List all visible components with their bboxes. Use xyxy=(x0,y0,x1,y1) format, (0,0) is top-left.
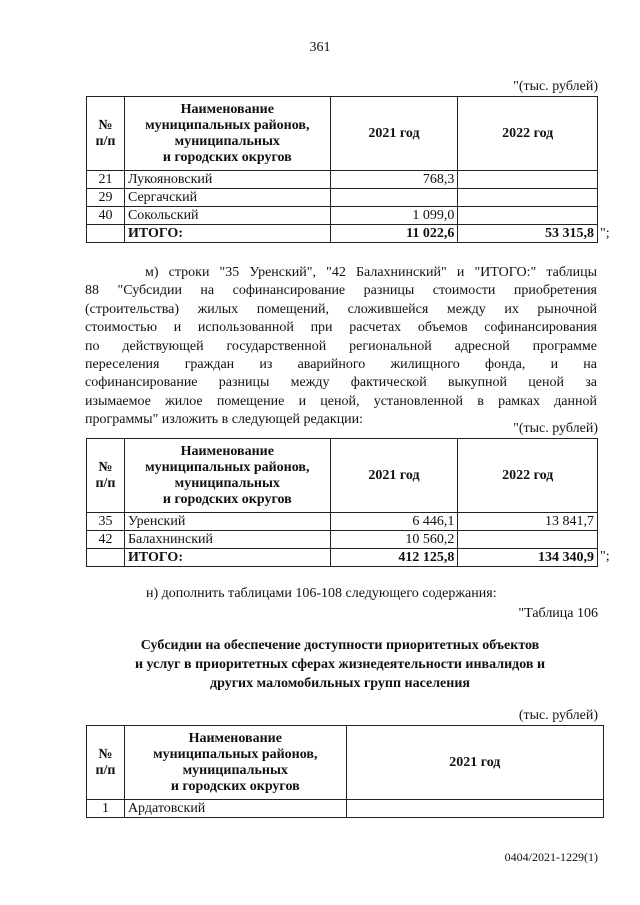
row-2022 xyxy=(458,207,598,225)
row-2021: 6 446,1 xyxy=(330,513,458,531)
table-1-closing-quote: "; xyxy=(600,226,610,241)
col-header-2021: 2021 год xyxy=(330,97,458,171)
row-num: 21 xyxy=(87,171,125,189)
paragraph-n: н) дополнить таблицами 106-108 следующего содержания: xyxy=(146,586,497,601)
col-header-2022: 2022 год xyxy=(458,97,598,171)
row-name: Ардатовский xyxy=(124,800,346,818)
paragraph-line: м) строки "35 Уренский", "42 Балахнинский" и "ИТОГО:" таблицы xyxy=(145,265,597,280)
total-2021: 412 125,8 xyxy=(330,549,458,567)
table-row xyxy=(87,531,598,549)
col-header-name: Наименование муниципальных районов, муниципальных и городских округов xyxy=(124,726,346,800)
page-number: 361 xyxy=(309,40,331,55)
row-name: Сокольский xyxy=(124,207,330,225)
total-num xyxy=(87,549,125,567)
total-2022: 134 340,9 xyxy=(458,549,598,567)
row-2021 xyxy=(330,189,458,207)
row-num: 40 xyxy=(87,207,125,225)
table-3 xyxy=(86,725,604,818)
table-header-row xyxy=(87,726,604,800)
table-header-row xyxy=(87,97,598,171)
col-header-2022: 2022 год xyxy=(458,439,598,513)
footer-code: 0404/2021-1229(1) xyxy=(504,850,598,864)
row-num: 42 xyxy=(87,531,125,549)
total-num xyxy=(87,225,125,243)
paragraph-line: изымаемое жилое помещение и ценой, установленной в рамках данной xyxy=(85,393,597,409)
paragraph-line: стоимостью и использованной при расчетах объемов софинансирования xyxy=(85,320,597,336)
paragraph-line: софинансирование разницы между фактической выкупной ценой за xyxy=(85,375,597,391)
row-2022 xyxy=(458,171,598,189)
row-num: 29 xyxy=(87,189,125,207)
unit-label-3: (тыс. рублей) xyxy=(518,708,598,723)
row-2021: 10 560,2 xyxy=(330,531,458,549)
table-label: "Таблица 106 xyxy=(518,606,598,621)
total-row xyxy=(87,225,598,243)
title-line: Субсидии на обеспечение доступности приоритетных объектов xyxy=(140,638,540,653)
paragraph-m xyxy=(85,264,597,430)
total-label: ИТОГО: xyxy=(124,225,330,243)
row-num: 35 xyxy=(87,513,125,531)
table-header-row xyxy=(87,439,598,513)
paragraph-line: по действующей государственной региональной адресной программе xyxy=(85,338,597,354)
table-row xyxy=(87,800,604,818)
row-name: Уренский xyxy=(124,513,330,531)
row-2022: 13 841,7 xyxy=(458,513,598,531)
row-2021 xyxy=(346,800,603,818)
total-label: ИТОГО: xyxy=(124,549,330,567)
col-header-name: Наименование муниципальных районов, муниципальных и городских округов xyxy=(124,97,330,171)
col-header-2021: 2021 год xyxy=(346,726,603,800)
paragraph-line: 88 "Субсидии на софинансирование разницы стоимости приобретения xyxy=(85,283,597,299)
col-header-num: № п/п xyxy=(87,97,125,171)
row-name: Сергачский xyxy=(124,189,330,207)
table-106-title xyxy=(0,636,640,693)
unit-label-2: "(тыс. рублей) xyxy=(513,421,598,436)
total-2022: 53 315,8 xyxy=(458,225,598,243)
table-1 xyxy=(86,96,598,243)
unit-label-1: "(тыс. рублей) xyxy=(513,79,598,94)
row-2022 xyxy=(458,531,598,549)
row-name: Балахнинский xyxy=(124,531,330,549)
table-2 xyxy=(86,438,598,567)
row-2021: 768,3 xyxy=(330,171,458,189)
total-2021: 11 022,6 xyxy=(330,225,458,243)
col-header-2021: 2021 год xyxy=(330,439,458,513)
col-header-num: № п/п xyxy=(87,439,125,513)
row-2021: 1 099,0 xyxy=(330,207,458,225)
paragraph-line: программы" изложить в следующей редакции: xyxy=(85,412,364,428)
table-row xyxy=(87,207,598,225)
total-row xyxy=(87,549,598,567)
row-2022 xyxy=(458,189,598,207)
col-header-num: № п/п xyxy=(87,726,125,800)
table-row xyxy=(87,189,598,207)
paragraph-line: переселения граждан из аварийного жилищного фонда, и на xyxy=(85,357,597,373)
row-num: 1 xyxy=(87,800,125,818)
title-line: других маломобильных групп населения xyxy=(210,676,470,691)
table-2-closing-quote: "; xyxy=(600,549,610,564)
col-header-name: Наименование муниципальных районов, муниципальных и городских округов xyxy=(124,439,330,513)
table-row xyxy=(87,513,598,531)
paragraph-line: (строительства) жилых помещений, сложившейся между их рыночной xyxy=(85,301,597,317)
title-line: и услуг в приоритетных сферах жизнедеятельности инвалидов и xyxy=(134,657,546,672)
table-row xyxy=(87,171,598,189)
row-name: Лукояновский xyxy=(124,171,330,189)
